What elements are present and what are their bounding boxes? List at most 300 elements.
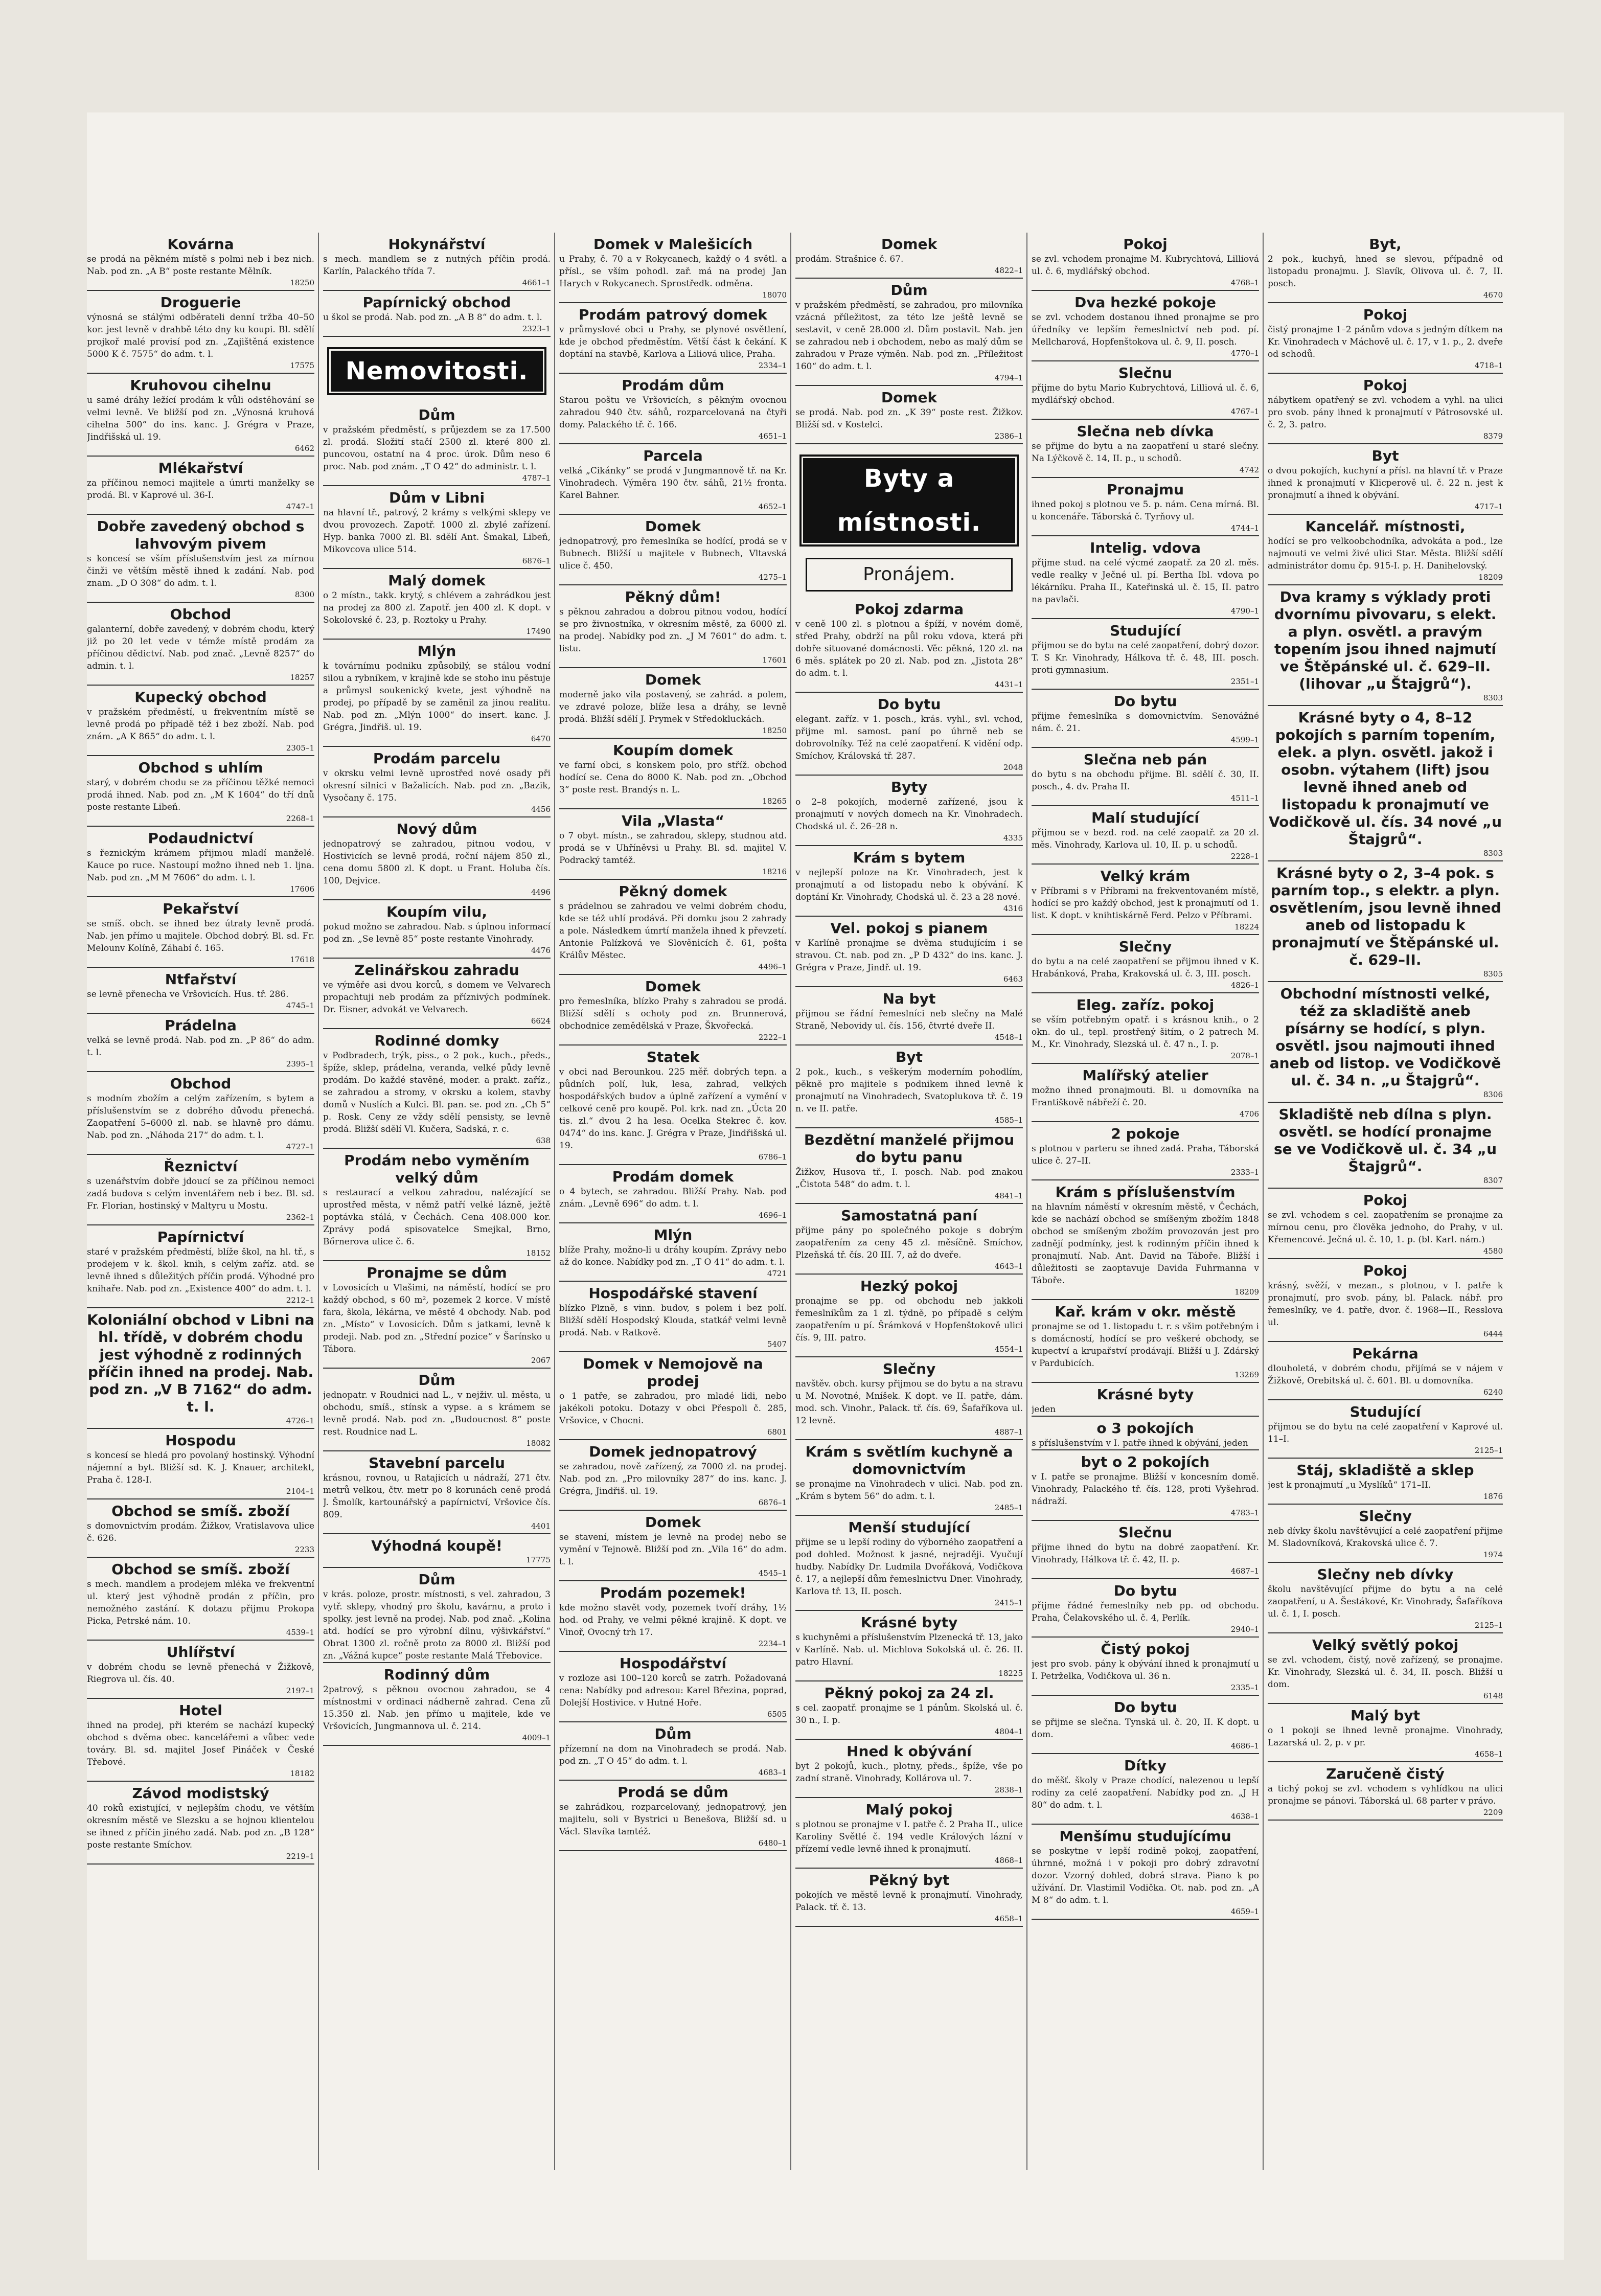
ad-body: přijme stud. na celé výcmé zaopatř. za 20 zl. měs. vedle realky v Ječné ul. pí. Bertha Ibl. vdova po lékárníku. Praha II., Kateřinská ul. č. 15, II. patro na pavlači.: [1032, 558, 1259, 605]
ad-body: v I. patře se pronajme. Bližší v koncesním domě. Vinohrady, Palackého tř. čís. 128, proti Vyšehrad. nádraží.: [1032, 1472, 1259, 1507]
classified-ad: [323, 294, 551, 337]
classified-ad: [323, 1264, 551, 1369]
ad-body: jednopatrový se zahradou, pitnou vodou, v Hostivicích se levně prodá, roční nájem 850 zl., cena domu 5800 zl. K dopt. u Frant. Holuba čís. 100, Dejvice.: [323, 839, 551, 886]
ad-code: 2233: [87, 1543, 314, 1558]
ad-code: 6505: [559, 1708, 787, 1722]
ad-code: 8300: [87, 588, 314, 603]
classified-ad: [1032, 868, 1259, 935]
classified-ad: [1268, 1403, 1503, 1459]
classified-ad: [559, 1784, 787, 1851]
ad-code: 4496: [323, 886, 551, 900]
ad-body: a tichý pokoj se zvl. vchodem s vyhlídkou na ulici pronajme se pánovi. Táborská ul. 68 parter v právo.: [1268, 1784, 1503, 1806]
ad-body: v dobrém chodu se levně přenechá v Žižkově, Riegrova ul. čís. 40.: [87, 1662, 314, 1685]
ad-code: 8303: [1268, 692, 1503, 706]
ad-body: moderně jako vila postavený, se zahrád. a polem, ve zdravé poloze, blíže lesa a dráhy, se levně prodá. Bližší sdělí J. Prymek v Středokluckách.: [559, 690, 787, 724]
ad-code: 4431–1: [795, 678, 1023, 693]
ad-body: s pěknou zahradou a dobrou pitnou vodou, hodící se pro živnostníka, v okresním městě, za 6000 zl. na prodej. Nabídky pod zn. „J M 7601“ do adm. t. listu.: [559, 607, 787, 654]
ad-body: o 1 pokoji se ihned levně pronajme. Vinohrady, Lazarská ul. 2, p. v pr.: [1268, 1725, 1503, 1748]
ad-body: do bytu s na obchodu přijme. Bl. sdělí č. 30, II. posch., 4. dv. Praha II.: [1032, 769, 1259, 792]
ad-code: 18070: [559, 289, 787, 303]
classified-ad: [87, 1644, 314, 1699]
ad-heading: Dům: [654, 1725, 692, 1742]
classified-ad: [1032, 1641, 1259, 1696]
ad-body: se prodá na pěkném místě s polmi neb i bez nich. Nab. pod zn. „A B“ poste restante Mělník.: [87, 254, 314, 277]
ad-body: se zvl. vchodem s cel. zaopatřením se pronajme za mírnou cenu, pro člověka jednoho, do Prahy, v ul. Křemencové. Ječná ul. č. 10, 1. p. (bl. Karl. nám.): [1268, 1210, 1503, 1245]
classified-ad: [323, 1571, 551, 1663]
ad-body: se prodá. Nab. pod zn. „K 39“ poste rest. Žižkov. Bližší sd. v Kostelci.: [795, 407, 1023, 430]
ad-heading: Slečnu: [1118, 1524, 1173, 1541]
classified-ad: [87, 1017, 314, 1072]
ad-heading: Pěkný dům!: [625, 588, 721, 605]
ad-body: navštěv. obch. kursy přijmou se do bytu a na stravu u M. Novotné, Mníšek. K dopt. ve II. patře, dám. mod. sch. Vinohr., Palack. tř. čís. 69, Šafaříkova ul. 12 levně.: [795, 1379, 1023, 1426]
ad-body: se přijme se slečna. Tynská ul. č. 20, II. K dopt. u dom.: [1032, 1717, 1259, 1740]
ad-body: krásnou, rovnou, u Ratajicích u nádraží, 271 čtv. metrů velkou, čtv. metr po 8 korunách ceně prodá J. Šmolík, kartounářský a papírnictví, Vršovice čís. 809.: [323, 1473, 551, 1520]
ad-body: 2patrový, s pěknou ovocnou zahradou, se 4 místnostmi v ordinaci nádherně zahrad. Cena zů 15.350 zl. Nab. jen přímo u majitele, kde ve Vršovicích, Jungmannova ul. č. 214.: [323, 1685, 551, 1732]
ad-code: 4742: [1032, 464, 1259, 478]
ad-heading: Statek: [646, 1049, 700, 1065]
ad-code: 17490: [323, 625, 551, 640]
ad-heading: Dva kramy s výklady proti dvornímu pivovaru, s elekt. a plyn. osvětl. a pravým topením jsou ihned najmutí ve Štěpánské ul. č. 629–II. (lihovar „u Štajgrů“).: [1274, 588, 1497, 692]
classified-ad: [559, 1285, 787, 1352]
ad-body: přijme řádné řemeslníky neb pp. od obchodu. Praha, Čelakovského ul. č. 4, Perlík.: [1032, 1601, 1259, 1623]
classified-ad: [1032, 1184, 1259, 1300]
ad-code: 2323–1: [323, 323, 551, 337]
classified-ad: [1032, 423, 1259, 478]
ad-body: čistý pronajme 1–2 pánům vdova s jedným dítkem na Kr. Vinohradech v Máchově ul. č. 17, v 1. p., 2. dveře od schodů.: [1268, 325, 1503, 359]
ad-heading: Domek v Nemojově na prodej: [583, 1355, 763, 1390]
classified-ad: [1032, 1453, 1259, 1521]
ad-body: v Lovosicích u Vlašimi, na náměstí, hodící se pro každý obchod, s 60 m², pozemek 2 korce. V místě fara, škola, lékárna, ve městě 4 obchody. Nab. pod zn. „Místo“ v Lovosicích. Dům s jatkami, levně k prodeji. Nab. pod zn. „Střední pozice“ v Šarínsko u Tábora.: [323, 1283, 551, 1354]
ad-body: jednopatr. v Roudnici nad L., v nejživ. ul. města, u obchodu, smíš., stínsk a vypse. a s krámem se levně prodá. Nab. pod zn. „Budoucnost 8“ poste rest. Roudnice nad L.: [323, 1390, 551, 1437]
ad-code: 4652–1: [559, 501, 787, 515]
ad-heading: Dům: [418, 1372, 455, 1389]
ad-body: přijme do bytu Mario Kubrychtová, Lilliová ul. č. 6, mydlářský obchod.: [1032, 383, 1259, 405]
classified-ad: [795, 990, 1023, 1045]
classified-ad: [323, 489, 551, 569]
ad-heading: Rodinný dům: [383, 1666, 490, 1683]
ad-body: ve výměře asi dvou korců, s domem ve Velvarech propachtuji neb prodám za příznivých podmínek. Dr. Eisner, advokát ve Velvarech.: [323, 980, 551, 1015]
ad-heading: Krásné byty o 2, 3–4 pok. s parním top., s elektr. a plyn. osvětlením, jsou levně ihned aneb od listopadu k pronajmutí ve Štěpánské ul. č. 629–II.: [1269, 865, 1501, 968]
ad-body: v obci nad Berounkou. 225 měř. dobrých tepn. a půdních polí, luk, lesa, zahrad, velkých hospodářských budov a úplně zařízení a vymění v celkové ceně pro koupě. Pol. krk. nad zn. „Úcta 20 tis. zl.“ dvou 2 ha lesa. Ocelka Stekrec č. kov. 0474“ do ins. kanc. J. Grégra v Praze, Jindřišská ul. 19.: [559, 1067, 787, 1151]
ad-code: 17618: [87, 953, 314, 968]
ad-heading: Mlýn: [653, 1226, 693, 1243]
ad-body: 2 pok., kuchyň, hned se slevou, případně od listopadu pronajmu. J. Slavík, Olivova ul. č. 7, II. posch.: [1268, 254, 1503, 289]
ad-code: 4747–1: [87, 501, 314, 515]
ad-heading: Na byt: [882, 990, 936, 1007]
ad-code: 4696–1: [559, 1209, 787, 1223]
ad-body: Žižkov, Husova tř., I. posch. Nab. pod znakou „Čistota 548“ do adm. t. l.: [795, 1167, 1023, 1190]
ad-body: o 2 místn., takk. krytý, s chlévem a zahrádkou jest na prodej za 800 zl. Zapotř. jen 400 zl. K dopt. v Sokolovské č. 23, p. Roztoky u Prahy.: [323, 590, 551, 625]
classified-ad: [323, 750, 551, 817]
ad-code: 2485–1: [795, 1502, 1023, 1516]
ad-heading: Byt: [1371, 447, 1399, 464]
ad-heading: Mlékařství: [158, 460, 243, 476]
ad-code: 2333–1: [1032, 1166, 1259, 1180]
ad-code: 6480–1: [559, 1837, 787, 1851]
ad-code: 2048: [795, 761, 1023, 776]
ad-code: 2268–1: [87, 812, 314, 827]
ad-heading: Do bytu: [1113, 1699, 1177, 1716]
ad-body: u Prahy, č. 70 a v Rokycanech, každý o 4 světl. a přísl., se vším pohodl. zař. má na prodej Jan Harych v Rokycanech. Sprostředk. odměna.: [559, 254, 787, 289]
ad-heading: Malí studující: [1091, 809, 1200, 826]
ad-body: jeden: [1032, 1404, 1056, 1415]
ad-heading: Čistý pokoj: [1101, 1641, 1190, 1657]
ad-body: dlouholetá, v dobrém chodu, přijímá se v nájem v Žižkově, Orebitská ul. č. 601. Bl. u domovníka.: [1268, 1363, 1503, 1386]
ad-code: 638: [323, 1134, 551, 1149]
classified-ad: [559, 1584, 787, 1652]
ad-code: 17575: [87, 359, 314, 374]
ad-heading: Byty: [890, 779, 928, 795]
classified-ad: [1032, 693, 1259, 748]
ad-code: 4585–1: [795, 1114, 1023, 1128]
ad-heading: Domek jednopatrový: [589, 1443, 757, 1460]
classified-ad: [795, 236, 1023, 279]
classified-ad: [1032, 481, 1259, 536]
ad-body: s uzenářstvím dobře jdoucí se za příčinou nemoci zadá budova s celým inventářem neb i bez. Bl. sd. Fr. Florian, hostinský v Maltyru u Mostu.: [87, 1176, 314, 1211]
ad-heading: Menší studující: [848, 1519, 970, 1536]
ad-heading: Malířský atelier: [1082, 1067, 1208, 1084]
ad-body: se vším potřebným opatř. i s krásnou knih., o 2 okn. do ul., tepl. prostřený šitím, o 2 patrech M. M., Kr. Vinohrady, Slezská ul. č. 47 n., I. p.: [1032, 1015, 1259, 1050]
ad-body: v ceně 100 zl. s plotnou a špíží, v novém domě, střed Prahy, obdrží na půl roku vdova, která při dobře situované domácnosti. Věc pěkná, 120 zl. na 6 měs. splátek po 20 zl. Nab. pod zn. „Jistota 28“ do adm. t. l.: [795, 619, 1023, 678]
classified-ad: [1268, 588, 1503, 706]
column-rule: [1263, 233, 1264, 2170]
ad-body: přijmou se řádní řemeslníci neb slečny na Malé Straně, Nebovidy ul. čís. 156, čtvrté dveře II.: [795, 1009, 1023, 1031]
classified-ad: [795, 1801, 1023, 1869]
ad-body: Starou poštu ve Vršovicích, s pěkným ovocnou zahradou 940 čtv. sáhů, rozparcelovaná na čtyři domy. Palackého tř. č. 166.: [559, 395, 787, 430]
ad-heading: Prodám domek: [612, 1168, 734, 1185]
ad-body: s plotnou se pronajme v I. patře č. 2 Praha II., ulice Karoliny Světlé č. 194 vedle Králových lázní v přízemí vedle levně ihned k pronajmutí.: [795, 1820, 1023, 1854]
ad-body: ihned na prodej, při kterém se nachází kupecký obchod s dvěma obec. kancelářemi a vůbec vede továry. Bl. sd. majitel Josef Pináček v České Třebové.: [87, 1720, 314, 1767]
ad-heading: Eleg. zaříz. pokoj: [1076, 996, 1215, 1013]
ad-heading: Pokoj: [1363, 377, 1408, 394]
classified-ad: [87, 294, 314, 374]
classified-ad: [559, 377, 787, 444]
ad-heading: Dům: [418, 406, 455, 423]
ad-heading: Pokoj: [1363, 1262, 1408, 1279]
ad-code: 18265: [559, 795, 787, 809]
ad-heading: Ntfařství: [165, 971, 237, 988]
ad-code: 2209: [1268, 1806, 1503, 1821]
ad-body: do měšť. školy v Praze chodící, nalezenou u lepší rodiny za celé zaopatření. Nabídky pod zn. „J H 80“ do adm. t. l.: [1032, 1776, 1259, 1810]
ad-body: pokud možno se zahradou. Nab. s úplnou informací pod zn. „Se levně 85“ poste restante Vinohrady.: [323, 922, 551, 944]
ad-code: 4718–1: [1268, 359, 1503, 374]
ad-heading: Hospodářství: [619, 1655, 727, 1672]
ad-body: o 2–8 pokojích, moderně zařízené, jsou k pronajmutí v nových domech na Kr. Vinohradech. Chodská ul. č. 26–28 n.: [795, 797, 1023, 832]
classified-ad: [87, 1503, 314, 1558]
classified-ad: [795, 282, 1023, 386]
ad-heading: Domek v Malešicích: [593, 236, 753, 253]
ad-code: 18209: [1032, 1286, 1259, 1300]
classified-ad: [559, 1725, 787, 1781]
classified-ad: [323, 1537, 551, 1568]
ad-body: v Podbradech, trýk, piss., o 2 pok., kuch., předs., špíže, sklep, prádelna, veranda, velké půdy levně prodám. Do každé stavěné, moder. a prakt. zaříz., se zahradou a stromy, v okrsku a kolem, stavby domů v Nuslích a Kulci. Bl. pan. se. pod zn. „Ch 5“ p. Rosk. Ceny ze vždy sdělí pensisty, se levně prodá. Bližší sdělí Vl. Kučera, Sadská, r. c.: [323, 1051, 551, 1134]
ad-body: 2 pok., kuch., s veškerým moderním pohodlím, pěkně pro majitele s podnikem ihned levně k pronajmutí na Vinohradech, Svatoplukova tř. č. 19 n. ve II. patře.: [795, 1067, 1023, 1114]
ad-code: 18209: [1268, 571, 1503, 585]
ad-body: pokojích ve městě levně k pronajmutí. Vinohrady, Palack. tř. č. 13.: [795, 1890, 1023, 1913]
column-rule: [318, 233, 319, 2170]
classified-ad: [795, 1872, 1023, 1927]
ad-body: se přijme do bytu a na zaopatření u staré slečny. Na Lýčkově č. 14, II. p., u schodů.: [1032, 441, 1259, 464]
ad-body: u škol se prodá. Nab. pod zn. „A B 8“ do adm. t. l.: [323, 312, 542, 323]
ad-code: 6240: [1268, 1386, 1503, 1400]
ad-heading: Podaudnictví: [148, 830, 254, 847]
ad-heading: Prodá se dům: [617, 1784, 728, 1801]
ad-body: přijme ihned do bytu na dobré zaopatření. Kr. Vinohrady, Hálkova tř. č. 42, II. p.: [1032, 1542, 1259, 1565]
ad-code: 5407: [559, 1338, 787, 1352]
ad-body: s koncesí se vším příslušenstvím jest za mírnou činži ve větším městě ihned k zadání. Nab. pod znam. „D O 308“ do adm. t. l.: [87, 554, 314, 588]
classified-ad: [323, 962, 551, 1029]
ad-code: 4670: [1268, 289, 1503, 303]
ad-body: v krás. poloze, prostr. místnosti, s vel. zahradou, 3 vytř. sklepy, vhodný pro školu, kavárnu, a proto i spolky. jest levně na prodej. Nab. pod znač. „Kolina atd. hodící se pro výrobní dílnu, výšivkářství.“ Obrat 1300 zl. ročně proto za 8000 zl. Bližší pod zn. „Vážná kupce“ poste restante Malá Třebovice.: [323, 1589, 551, 1661]
ad-code: 2234–1: [559, 1638, 787, 1652]
classified-ad: [323, 821, 551, 900]
section-box-heading: Pronájem.: [806, 558, 1013, 592]
ad-heading: Do bytu: [1113, 693, 1177, 710]
ad-heading: Kař. krám v okr. městě: [1055, 1303, 1236, 1320]
ad-code: 4745–1: [87, 999, 314, 1014]
ad-code: 6148: [1268, 1690, 1503, 1704]
ad-heading: Slečny: [1118, 938, 1172, 955]
ad-body: staré v pražském předměstí, blíže škol, na hl. tř., s prodejem v k. škol. knih, s celým zaříz. atd. se levně ihned s důležitých příčin prodá. Výhodné pro knihaře. Nab. pod zn. „Existence 400“ do adm. t. l.: [87, 1247, 314, 1294]
classified-ad: [559, 883, 787, 975]
ad-body: byt 2 pokojů, kuch., plotny, předs., špíže, vše po zadní straně. Vinohrady, Kollárova ul. 7.: [795, 1761, 1023, 1784]
classified-ad: [1268, 1192, 1503, 1259]
ad-code: 4009–1: [323, 1732, 551, 1746]
ad-code: 4456: [323, 803, 551, 817]
ad-code: [1032, 1415, 1259, 1417]
ad-body: se stavení, místem je levně na prodej nebo se vymění v Tejnowě. Bližší pod zn. „Vila 16“ do adm. t. l.: [559, 1532, 787, 1567]
ad-heading: Samostatná paní: [841, 1207, 977, 1224]
ad-body: v Karlíně pronajme se dvěma studujícím i se stravou. Ct. nab. pod zn. „P D 432“ do ins. kanc. J. Grégra v Praze, Jindř. ul. 19.: [795, 938, 1023, 973]
classified-ad: [1268, 1566, 1503, 1633]
ad-heading: Koupím domek: [612, 742, 733, 759]
newspaper-page: [87, 112, 1564, 2260]
classified-ad: [795, 1685, 1023, 1740]
ad-heading: Mlýn: [417, 643, 456, 660]
classified-ad: [87, 1158, 314, 1225]
ad-code: 6624: [323, 1015, 551, 1029]
classified-ad: [795, 1743, 1023, 1798]
ad-code: 18216: [559, 866, 787, 880]
classified-ad: [87, 1229, 314, 1308]
ad-heading: Výhodná koupě!: [371, 1537, 502, 1554]
ad-code: 2125–1: [1268, 1619, 1503, 1633]
ad-code: 2335–1: [1032, 1681, 1259, 1696]
ad-body: s kuchyněmi a příslušenstvím Plzenecká tř. 13, jako v Karlíně. Nab. ul. Michlova Sokolská ul. č. 26. II. patro Hlavní.: [795, 1632, 1023, 1667]
ad-code: 18250: [87, 277, 314, 291]
classified-ad: [1268, 1106, 1503, 1189]
ad-code: 4275–1: [559, 571, 787, 585]
ad-body: v pražském předměstí, s průjezdem se za 17.500 zl. prodá. Složití stačí 2500 zl. které 800 zl. puncovou, ostatní na 4 proc. úrok. Dům neso 6 proc. Nab. pod znám. „T O 42“ do administr. t. l.: [323, 425, 551, 472]
ad-heading: Byt,: [1369, 236, 1402, 253]
ad-body: velká „Cikánky“ se prodá v Jungmannově tř. na Kr. Vinohradech. Výměra 190 čtv. sáhů, 21½ fronta. Karel Bahner.: [559, 466, 787, 501]
ad-heading: Hned k obývání: [847, 1743, 972, 1760]
ad-code: 4658–1: [795, 1913, 1023, 1927]
column-rule: [554, 233, 555, 2170]
ad-body: přízemní na dom na Vinohradech se prodá. Nab. pod zn. „T O 45“ do adm. t. l.: [559, 1744, 787, 1766]
ad-code: 2305–1: [87, 742, 314, 756]
ad-heading: Do bytu: [877, 696, 941, 713]
classified-ad: [1268, 1345, 1503, 1400]
ad-code: 4651–1: [559, 430, 787, 444]
classified-ad: [323, 572, 551, 640]
ad-body: kde možno stavět vody, pozemek tvoří dráhy, 1½ hod. od Prahy, ve velmi pěkné krajině. K dopt. ve Vinoř, Ovocný trh 17.: [559, 1603, 787, 1638]
ad-body: přijmou se do bytu na celé zaopatření, dobrý dozor. T. S Kr. Vinohrady, Hálkova tř. č. 48, III. posch. proti gymnasium.: [1032, 641, 1259, 675]
ad-code: 18082: [323, 1437, 551, 1451]
ad-body: přijme pány po společného pokoje s dobrým zaopatřením za ceny 45 zl. měsíčně. Smíchov, Plzeňská tř. čís. 20 III. 7, až do dveře.: [795, 1225, 1023, 1260]
ad-heading: Zaručeně čistý: [1326, 1765, 1445, 1782]
ad-heading: Prodám parcelu: [373, 750, 501, 767]
ad-code: 8303: [1268, 847, 1503, 861]
classified-ad: [87, 1561, 314, 1641]
ad-heading: Pěkný pokoj za 24 zl.: [824, 1685, 994, 1701]
classified-ad: [323, 903, 551, 959]
column-3: [559, 233, 787, 2170]
ad-code: 4841–1: [795, 1190, 1023, 1204]
ad-code: 4706: [1032, 1108, 1259, 1122]
ad-body: přijmou se v bezd. rod. na celé zaopatř. za 20 zl. měs. Vinohrady, Karlova ul. 10, II. p. u schodů.: [1032, 828, 1259, 850]
ad-body: školu navštěvující přijme do bytu a na celé zaopatření, u A. Šestákové, Kr. Vinohrady, Šafaříkova ul. č. 1, I. posch.: [1268, 1584, 1503, 1619]
ad-body: u samé dráhy ležící prodám k vůli odstěhování se velmi levně. Ve bližší pod zn. „Výnosná kruhová cihelna 500“ do ins. kanc. J. Grégra v Praze, Jindřišská ul. 19.: [87, 395, 314, 442]
ad-heading: Zelinářskou zahradu: [354, 962, 519, 979]
classified-ad: [87, 377, 314, 457]
ad-code: 2940–1: [1032, 1623, 1259, 1638]
classified-ad: [795, 1207, 1023, 1275]
ad-code: 2415–1: [795, 1597, 1023, 1611]
classified-ad: [559, 812, 787, 880]
classified-ad: [323, 406, 551, 486]
ad-code: 4548–1: [795, 1031, 1023, 1045]
ad-body: za příčinou nemoci majitele a úmrti manželky se prodá. Bl. v Kaprové ul. 36-I.: [87, 478, 314, 501]
ad-code: 4768–1: [1032, 277, 1259, 291]
ad-body: s cel. zaopatř. pronajme se 1 pánům. Skolská ul. č. 30 n., I. p.: [795, 1703, 1023, 1725]
ad-code: 4659–1: [1032, 1905, 1259, 1920]
ad-body: přijme se u lepší rodiny do výborného zaopatření a pod dohled. Možnost k jasné, nejraději. Vyučují hudby. Nabídky Dr. Ludmila Dvořáková, Vodičkova č. 17, a nejlepší dům řemeslnictvu Dner. Vinohrady, Karlova tř. 13, II. posch.: [795, 1537, 1023, 1597]
ad-heading: Pronajme se dům: [367, 1264, 507, 1281]
ad-body: do bytu a na celé zaopatření se přijmou ihned v K. Hrabánková, Praha, Krakovská ul. č. 3, III. posch.: [1032, 957, 1259, 979]
ad-body: s modním zbožím a celým zařízením, s bytem a příslušenstvím se z dobrého důvodu přenechá. Zaopatření 5–6000 zl. nab. se hlavně pro dámu. Nab. pod zn. „Náhoda 217“ do adm. t. l.: [87, 1094, 314, 1141]
ad-body: se zvl. vchodem dostanou ihned pronajme se pro úředníky ve lepším řemeslnictví neb pod. pí. Mellcharová, Hopfenštokova ul. č. 9, II. posch.: [1032, 312, 1259, 347]
ad-heading: Hokynářství: [388, 236, 486, 253]
ad-heading: Koupím vilu,: [386, 903, 487, 920]
ad-heading: Kruhovou cihelnu: [130, 377, 271, 394]
ad-heading: Kancelář. místnosti,: [1305, 518, 1466, 535]
ad-heading: Parcela: [643, 447, 703, 464]
ad-code: 6470: [323, 733, 551, 747]
ad-body: hodící se pro velkoobchodníka, advokáta a pod., lze najmouti ve velmi živé ulici Star. Města. Bližší sdělí administrátor domu čp. 915-I. p. H. Danihelovský.: [1268, 536, 1503, 571]
ad-body: starý, v dobrém chodu se za příčinou těžké nemoci prodá ihned. Nab. pod zn. „M K 1604“ do tří dnů poste restante Libeň.: [87, 778, 314, 812]
ad-body: galanterní, dobře zavedený, v dobrém chodu, který již po 20 let vede v témže místě prodám za příčinou dědictví. Nab. pod znač. „Levně 8257“ do admin. t. l.: [87, 624, 314, 671]
ad-code: 2386–1: [795, 430, 1023, 444]
ad-heading: Obchod se smíš. zboží: [111, 1561, 290, 1578]
ad-heading: Domek: [645, 978, 701, 995]
ad-heading: Dobře zavedený obchod s lahvovým pivem: [97, 518, 305, 552]
column-2: [323, 233, 551, 2170]
ad-body: s domovnictvím prodám. Žižkov, Vratislavova ulice č. 626.: [87, 1521, 314, 1543]
ad-code: 2362–1: [87, 1211, 314, 1225]
ad-heading: Velký světlý pokoj: [1312, 1636, 1459, 1653]
ad-code: 4539–1: [87, 1626, 314, 1641]
ad-body: se zahradou, nově zařízený, za 7000 zl. na prodej. Nab. pod zn. „Pro milovníky 287“ do ins. kanc. J. Grégra, Jindřiš. ul. 19.: [559, 1462, 787, 1496]
classified-ad: [795, 849, 1023, 917]
ad-code: 4826–1: [1032, 979, 1259, 993]
ad-heading: Pekařství: [163, 900, 239, 917]
ad-heading: Nový dům: [396, 821, 477, 837]
ad-heading: Domek: [645, 671, 701, 688]
ad-heading: Domek: [881, 236, 937, 253]
classified-ad: [795, 1131, 1023, 1204]
ad-body: jest k pronajmutí „u Myslíků“ 171–II.: [1268, 1480, 1431, 1490]
ad-heading: Droguerie: [160, 294, 241, 311]
ad-heading: Slečnu: [1118, 365, 1173, 381]
ad-code: 1876: [1268, 1490, 1503, 1505]
ad-code: 4316: [795, 902, 1023, 917]
ad-heading: Pokoj: [1363, 306, 1408, 323]
classified-ad: [559, 1049, 787, 1165]
classified-ad: [795, 696, 1023, 776]
classified-ad: [559, 518, 787, 585]
classified-ad: [87, 1785, 314, 1865]
ad-body: s mech. mandlem a prodejem mléka ve frekventní ul. který jest výhodně prodán z příčin, pro nemožného zastání. K dotazu přijmu Prokopa Picka, Petrské nám. 10.: [87, 1579, 314, 1626]
classified-ad: [1032, 1524, 1259, 1579]
ad-heading: Obchod se smíš. zboží: [111, 1503, 290, 1519]
ad-code: 6801: [559, 1426, 787, 1440]
ad-heading: Prodám pozemek!: [600, 1584, 746, 1601]
ad-body: pronajme se od 1. listopadu t. r. s všim potřebným i s domácností, hodící se pro veškeré obchody, se kupectví a krupařství prodávají. Bližší u J. Zdárský v Pardubicích.: [1032, 1322, 1259, 1369]
ad-heading: Domek: [645, 1514, 701, 1531]
ad-code: 18250: [559, 724, 787, 739]
ad-code: 4717–1: [1268, 501, 1503, 515]
classified-ad: [87, 1311, 314, 1429]
classified-ad: [1268, 1765, 1503, 1821]
ad-heading: Pokoj: [1363, 1192, 1408, 1209]
classified-ad: [559, 742, 787, 809]
ad-code: 4496–1: [559, 961, 787, 975]
ad-body: 40 roků existující, v nejlepším chodu, ve větším okresním městě ve Slezsku a se hojnou klientelou se ihned z příčin jiného zadá. Nab. pod zn. „B 128“ poste restante Smíchov.: [87, 1803, 314, 1850]
ad-body: v Příbrami s v Příbrami na frekventovaném místě, hodící se pro každý obchod, jest k pronajmutí od 1. list. K dopt. v knihtiskárně Ferd. Pelzo v Příbrami.: [1032, 886, 1259, 921]
ad-heading: Malý byt: [1350, 1707, 1421, 1724]
ad-heading: Studující: [1350, 1403, 1421, 1420]
classified-ad: [323, 1152, 551, 1261]
classified-ad: [795, 1278, 1023, 1357]
ad-heading: Vila „Vlasta“: [621, 812, 725, 829]
ad-heading: Prodám dům: [622, 377, 724, 394]
ad-body: možno ihned pronajmouti. Bl. u domovníka na Františkově nábřeží č. 20.: [1032, 1085, 1259, 1108]
ad-code: 4511–1: [1032, 792, 1259, 806]
section-banner: Byty a místnosti.: [799, 454, 1019, 547]
ad-body: velká se levně prodá. Nab. pod zn. „P 86“ do adm. t. l.: [87, 1035, 314, 1058]
ad-heading: Krásné byty: [860, 1614, 958, 1631]
ad-code: 4476: [323, 944, 551, 959]
classified-ad: [87, 689, 314, 756]
ad-heading: Bezdětní manželé přijmou do bytu panu: [804, 1131, 1015, 1166]
classified-ad: [1268, 1636, 1503, 1704]
ad-body: s mech. mandlem se z nutných příčin prodá. Karlín, Palackého třída 7.: [323, 254, 551, 277]
ad-heading: Vel. pokoj s pianem: [830, 920, 988, 937]
ad-heading: Intelig. vdova: [1089, 539, 1201, 556]
ad-heading: Prodám patrový domek: [578, 306, 768, 323]
ad-code: 18224: [1032, 921, 1259, 935]
ad-body: v pražském předměstí, se zahradou, pro milovníka vzácná příležitost, za této lze ještě levně se sestavit, v ceně 28.000 zl. Dům postavit. Nab. jen se zahradou neb i obchodem, nebo as malý dům se zahradou v Praze výměn. Nab. pod zn. „Příležitost 160“ do adm. t. l.: [795, 300, 1023, 372]
ad-heading: Stavební parcelu: [369, 1454, 505, 1471]
ad-code: 6786–1: [559, 1151, 787, 1165]
classified-ad: [87, 460, 314, 515]
classified-ad: [1268, 865, 1503, 982]
ad-body: pronajme se pp. od obchodu neb jakkoli řemeslníkům za 1 zl. týdně, po případě s celým zaopatřením u pí. Šrámková v Hopfenštokově ulici čís. 9, III. patro.: [795, 1296, 1023, 1343]
ad-heading: Kupecký obchod: [134, 689, 267, 706]
ad-heading: o 3 pokojích: [1096, 1420, 1194, 1437]
ad-code: 8306: [1268, 1088, 1503, 1103]
